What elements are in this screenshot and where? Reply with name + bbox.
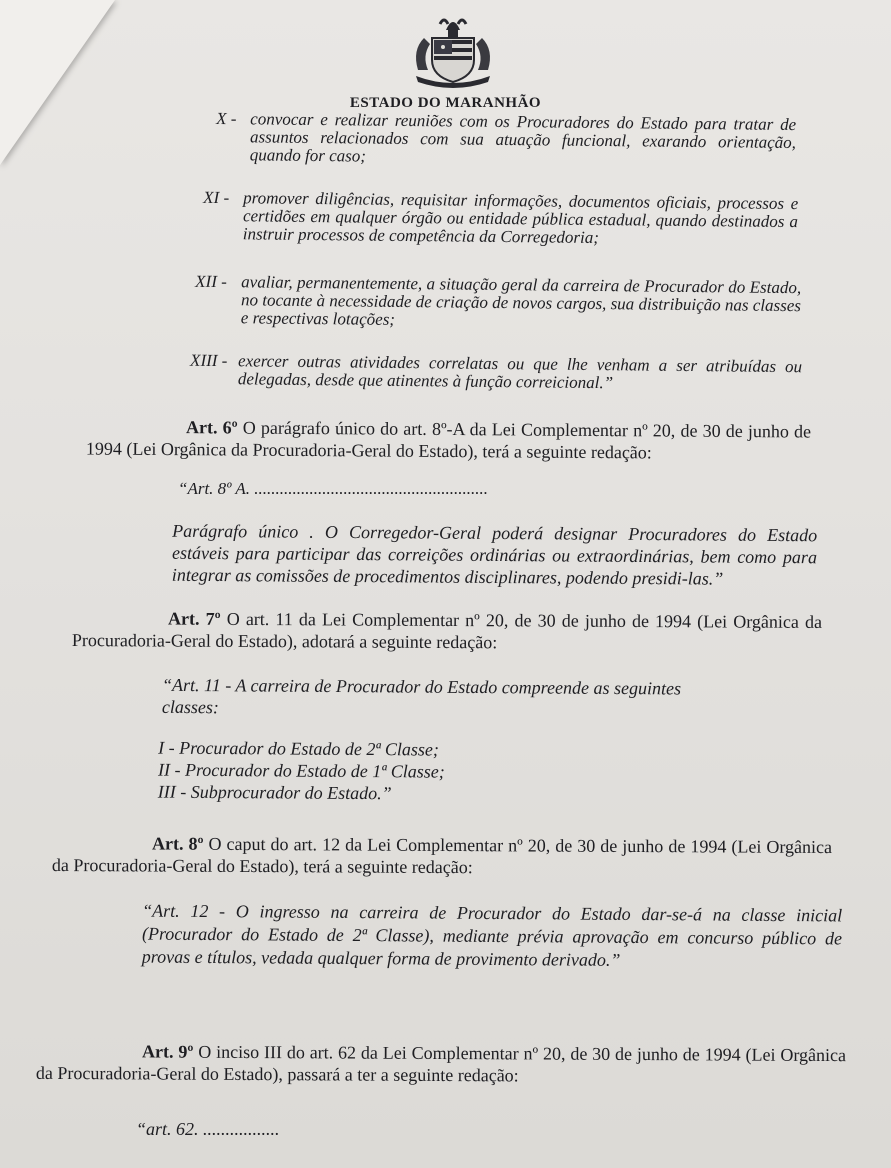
item-text: exercer outras atividades correlatas ou que lhe venham a ser atribuídas ou delegadas, desde que atinentes à função correicional.” xyxy=(237,351,803,393)
item-number: XI - xyxy=(203,187,230,208)
article-text: O art. 11 da Lei Complementar nº 20, de 30 de junho de 1994 (Lei Orgânica da Procuradoria-Geral do Estado), adotará a seguinte redação: xyxy=(71,608,823,653)
article-text: O caput do art. 12 da Lei Complementar nº 20, de 30 de junho de 1994 (Lei Orgânica da Procuradoria-Geral do Estado), terá a seguinte redação: xyxy=(51,833,833,878)
article-label: Art. 9º xyxy=(142,1041,194,1062)
article-6 xyxy=(86,415,811,464)
article-label: Art. 7º xyxy=(168,608,221,629)
article-9-quote-head: “art. 62. ................. xyxy=(136,1119,280,1139)
item-number: XII - xyxy=(195,271,227,292)
article-6-quote-head: “Art. 8º A. ....................................................... xyxy=(178,479,489,498)
article-label: Art. 6º xyxy=(186,417,238,438)
paragraph-text: O Corregedor-Geral poderá designar Procuradores do Estado estáveis para participar das correições ordinárias ou extraordinárias, bem como para integrar as comissões de procedimentos disciplinares, podendo presidi-las.” xyxy=(171,521,818,589)
item-text: convocar e realizar reuniões com os Procuradores do Estado para tratar de assuntos relacionados com sua atuação funcional, exarando orientação, quando for caso; xyxy=(249,109,797,166)
paragraph-label: Parágrafo único . xyxy=(172,520,314,542)
list-item xyxy=(216,110,797,170)
article-6-paragraph xyxy=(172,520,817,591)
article-label: Art. 8º xyxy=(152,833,204,854)
article-text: O parágrafo único do art. 8º-A da Lei Complementar nº 20, de 30 de junho de 1994 (Lei Orgânica da Procuradoria-Geral do Estado), terá a seguinte redação: xyxy=(85,417,812,463)
list-item xyxy=(195,273,802,333)
class-item: I - Procurador do Estado de 2ª Classe; xyxy=(158,737,440,760)
item-text: promover diligências, requisitar informações, documentos oficiais, processos e certidões em qualquer órgão ou entidade pública estadual, quando destinados a instruir processos de competência da Corregedoria; xyxy=(242,188,799,248)
article-text: O inciso III do art. 62 da Lei Complementar nº 20, de 30 de junho de 1994 (Lei Orgânica da Procuradoria-Geral do Estado), passará a ter a seguinte redação: xyxy=(35,1041,847,1086)
item-number: X - xyxy=(216,108,237,129)
class-item: III - Subprocurador do Estado.” xyxy=(157,781,392,804)
quote-text: “Art. 12 - O ingresso na carreira de Procurador do Estado dar-se-á na classe inicial (Procurador do Estado de 2ª Classe), mediante prévia aprovação em concurso público de provas e títulos, vedada qualquer forma de provimento derivado.” xyxy=(141,900,843,970)
coat-of-arms-icon xyxy=(410,10,496,88)
article-8 xyxy=(52,832,832,880)
list-item xyxy=(203,189,799,249)
item-text: avaliar, permanentemente, a situação geral da carreira de Procurador do Estado, no tocante à necessidade de criação de novos cargos, sua distribuição nas classes e respectivas lotações; xyxy=(240,272,802,329)
article-8-quote xyxy=(142,900,842,974)
article-7 xyxy=(72,607,822,655)
folded-page-corner xyxy=(0,0,115,165)
quote-line: classes: xyxy=(161,696,219,718)
list-item xyxy=(190,352,802,394)
item-number: XIII - xyxy=(190,350,228,371)
state-title: ESTADO DO MARANHÃO xyxy=(349,95,542,111)
quote-line: “Art. 11 - A carreira de Procurador do Estado compreende as seguintes xyxy=(162,674,682,699)
class-item: II - Procurador do Estado de 1ª Classe; xyxy=(157,759,445,782)
article-7-classes xyxy=(158,737,558,806)
article-7-quote xyxy=(162,674,782,722)
article-9 xyxy=(36,1040,846,1088)
